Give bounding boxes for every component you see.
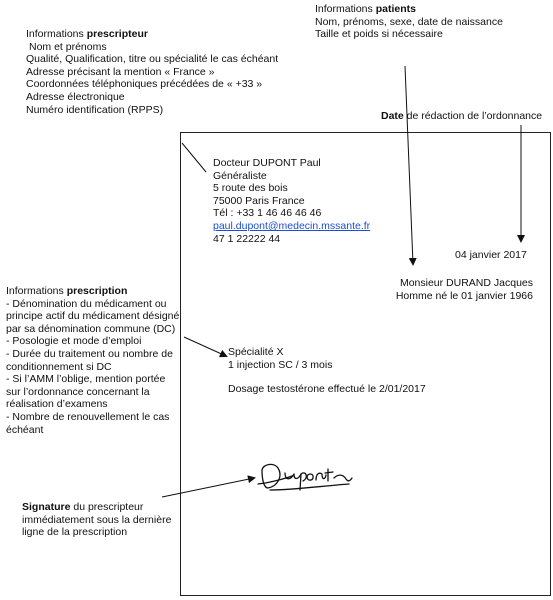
handwritten-signature [258, 464, 352, 490]
annotation-prescription-line: - Dénomination du médicament ou principe actif du médicament désigné par sa dénomination commune (DC) [6, 297, 180, 335]
annotation-signature-text: Signature du prescripteur immédiatement sous la dernière ligne de la prescription [22, 501, 172, 539]
doctor-city: 75000 Paris France [213, 194, 305, 207]
annotation-prescription-line: - Si l’AMM l’oblige, mention portée sur l’ordonnance concernant la réalisation d’examens [6, 373, 166, 411]
prescriber-pointer-line [182, 143, 206, 172]
doctor-street: 5 route des bois [213, 182, 288, 195]
annotation-prescriber-line: Nom et prénoms [29, 40, 107, 53]
signature-arrow [162, 478, 254, 497]
prescription-arrow [184, 337, 226, 356]
annotation-prescriber-line: Adresse électronique [26, 90, 125, 103]
annotation-prescription-title: Informations prescription [6, 285, 128, 297]
annotation-prescriber-line: Numéro identification (RPPS) [26, 103, 164, 116]
doctor-email-link[interactable]: paul.dupont@medecin.mssante.fr [213, 219, 371, 232]
annotation-prescription-line: - Posologie et mode d’emploi [6, 335, 142, 348]
annotation-patients-line: Nom, prénoms, sexe, date de naissance [315, 15, 503, 28]
doctor-phone: Tél : +33 1 46 46 46 46 [213, 207, 322, 220]
annotation-patients-line: Taille et poids si nécessaire [315, 28, 443, 41]
annotation-prescriber-line: Adresse précisant la mention « France » [26, 65, 215, 78]
drug-dosage: 1 injection SC / 3 mois [228, 358, 333, 371]
exam-note: Dosage testostérone effectué le 2/01/2017 [228, 383, 426, 396]
drug-name: Spécialité X [228, 346, 284, 358]
annotation-date-text: Date de rédaction de l’ordonnance [381, 110, 543, 122]
doctor-specialty: Généraliste [213, 169, 267, 182]
annotation-prescriber-title: Informations prescripteur [26, 28, 148, 40]
prescription-date: 04 janvier 2017 [455, 249, 527, 261]
doctor-name: Docteur DUPONT Paul [213, 157, 321, 169]
annotation-prescription-line: - Nombre de renouvellement le cas échéant [6, 410, 170, 436]
patient-name: Monsieur DURAND Jacques [399, 277, 533, 289]
doctor-rpps: 47 1 22222 44 [213, 232, 281, 245]
annotation-patients-title: Informations patients [315, 3, 416, 15]
annotation-prescriber-line: Coordonnées téléphoniques précédées de « +33 » [26, 78, 263, 91]
patient-details: Homme né le 01 janvier 1966 [395, 289, 533, 302]
patients-arrow [405, 66, 413, 264]
annotation-prescriber-line: Qualité, Qualification, titre ou spécialité le cas échéant [26, 53, 279, 66]
annotation-prescription-line: - Durée du traitement ou nombre de conditionnement si DC [6, 347, 173, 373]
